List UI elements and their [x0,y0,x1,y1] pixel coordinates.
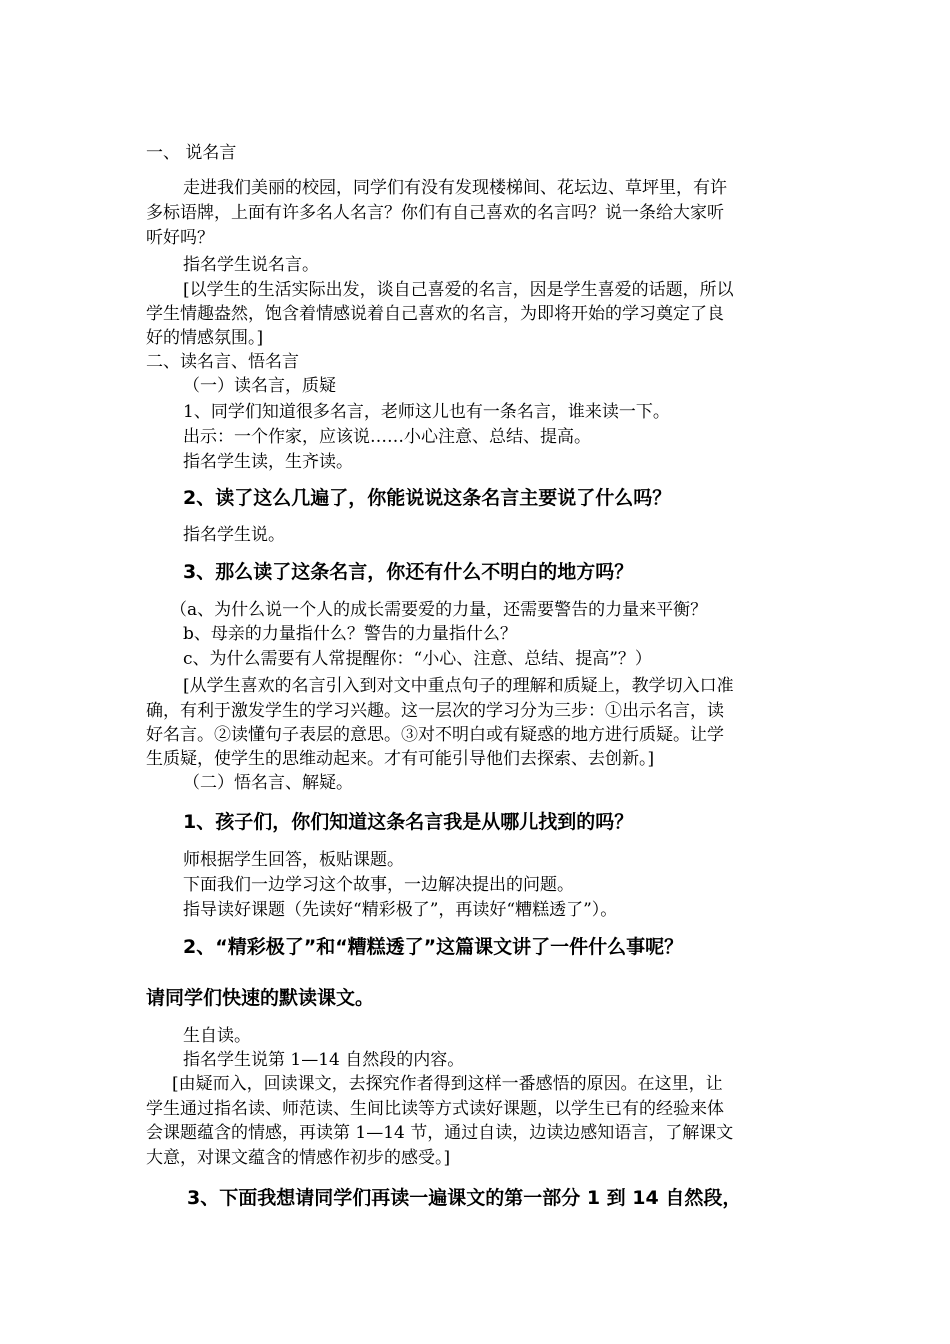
bold-question: 1、孩子们，你们知道这条名言我是从哪儿找到的吗？ [183,811,634,833]
paragraph-line: 生自读。 [183,1026,251,1046]
commentary-line: 生质疑，使学生的思维动起来。才有可能引导他们去探索、去创新。] [146,749,655,769]
paragraph-line: 指导读好课题（先读好“精彩极了”，再读好“糟糕透了”）。 [183,900,618,920]
bold-question: 2、读了这么几遍了，你能说说这条名言主要说了什么吗？ [183,487,672,509]
paragraph-line: 1、同学们知道很多名言，老师这儿也有一条名言，谁来读一下。 [183,402,670,422]
bold-question: 3、下面我想请同学们再读一遍课文的第一部分 1 到 14 自然段， [187,1187,742,1209]
commentary-line: [由疑而入，回读课文，去探究作者得到这样一番感悟的原因。在这里，让 [172,1074,723,1094]
paragraph-line: 听好吗？ [146,228,214,248]
paragraph-line: 多标语牌，上面有许多名人名言？你们有自己喜欢的名言吗？说一条给大家听 [146,203,724,223]
commentary-line: 确，有利于激发学生的学习兴趣。这一层次的学习分为三步：①出示名言，读 [146,701,724,721]
commentary-line: 会课题蕴含的情感，再读第 1—14 节，通过自读，边读边感知语言，了解课文 [146,1123,734,1143]
commentary-line: 学生情趣盎然，饱含着情感说着自己喜欢的名言，为即将开始的学习奠定了良 [146,304,724,324]
bold-question: 3、那么读了这条名言，你还有什么不明白的地方吗？ [183,561,634,583]
commentary-line: 大意，对课文蕴含的情感作初步的感受。] [146,1148,451,1168]
paragraph-line: c、为什么需要有人常提醒你：“小心、注意、总结、提高”？） [183,649,652,669]
paragraph-line: 走进我们美丽的校园，同学们有没有发现楼梯间、花坛边、草坪里，有许 [183,178,727,198]
bold-question: 2、“精彩极了”和“糟糕透了”这篇课文讲了一件什么事呢？ [183,936,684,958]
paragraph-line: 指名学生说第 1—14 自然段的内容。 [183,1050,465,1070]
paragraph-line: 下面我们一边学习这个故事，一边解决提出的问题。 [183,875,574,895]
commentary-line: 学生通过指名读、师范读、生间比读等方式读好课题，以学生已有的经验来体 [146,1099,724,1119]
section-heading-1: 一、 说名言 [146,143,237,163]
paragraph-line: 出示：一个作家，应该说……小心注意、总结、提高。 [183,427,591,447]
commentary-line: [以学生的生活实际出发，谈自己喜爱的名言，因是学生喜爱的话题，所以 [183,280,734,300]
bold-question-continued: 请同学们快速的默读课文。 [146,987,375,1009]
commentary-line: [从学生喜欢的名言引入到对文中重点句子的理解和质疑上，教学切入口准 [183,676,734,696]
paragraph-line: 指名学生读，生齐读。 [183,452,353,472]
subsection-heading: （一）读名言，质疑 [183,376,336,396]
commentary-line: 好名言。②读懂句子表层的意思。③对不明白或有疑惑的地方进行质疑。让学 [146,725,724,745]
subsection-heading: （二）悟名言、解疑。 [183,773,353,793]
paragraph-line: b、母亲的力量指什么？警告的力量指什么？ [183,624,517,644]
commentary-line: 好的情感氛围。] [146,328,264,348]
paragraph-line: （a、为什么说一个人的成长需要爱的力量，还需要警告的力量来平衡？ [170,600,708,620]
paragraph-line: 指名学生说。 [183,525,285,545]
section-heading-2: 二、读名言、悟名言 [146,352,299,372]
paragraph-line: 指名学生说名言。 [183,255,319,275]
paragraph-line: 师根据学生回答，板贴课题。 [183,850,404,870]
